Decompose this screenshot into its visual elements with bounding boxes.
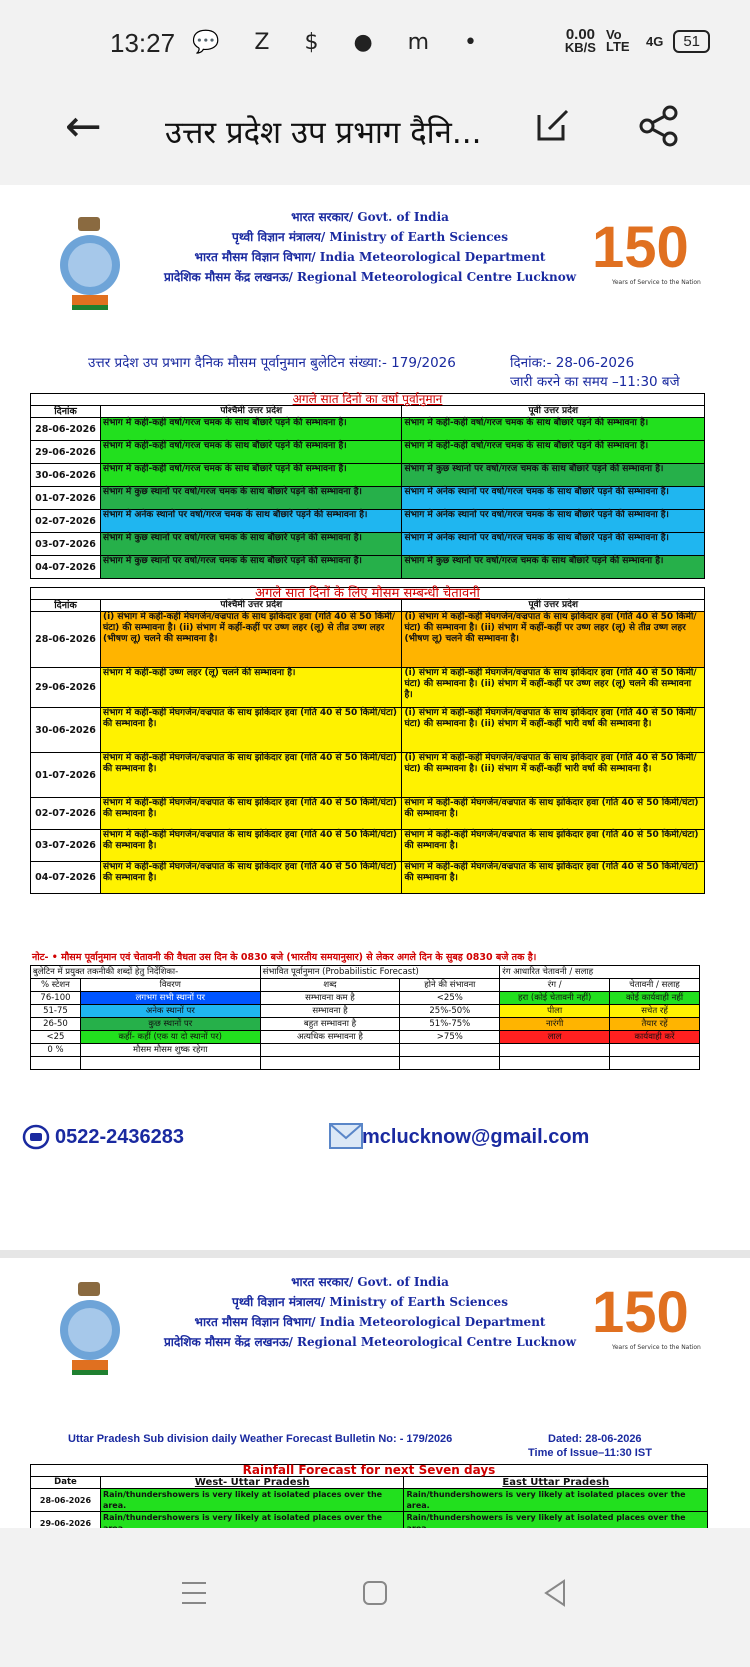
warning-east-cell: (i) संभाग में कहीं-कहीं मेघगर्जन/वज्रपात के साथ झोकेदार हवा (गति 40 से 50 किमी/घंटा) की सम्भावना है। (ii) संभाग में कहीं-कहीं पर उष्ण लहर (लू) से तीव्र उष्ण लहर (भीषण लू) चलने की सम्भावना है। <box>402 612 705 668</box>
legend-cell <box>31 1057 81 1070</box>
legend-row <box>31 1031 700 1044</box>
rain-row <box>31 418 705 441</box>
en-col-east: East Uttar Pradesh <box>404 1477 708 1489</box>
rain-west-cell: संभाग में कहीं-कहीं वर्षा/गरज चमक के साथ बौछारें पड़ने की सम्भावना है। <box>100 441 402 464</box>
legend-cell <box>80 1057 260 1070</box>
volte-icon: Vo LTE <box>605 27 630 54</box>
legend-cell: कुछ स्थानों पर <box>80 1018 260 1031</box>
warnings-caption: अगले सात दिनों के लिए मौसम सम्बन्धी चेतावनी <box>31 588 705 600</box>
legend-sub1: % स्टेशन <box>31 979 81 992</box>
header2-line-2: पृथ्वी विज्ञान मंत्रालय/ Ministry of Earth Sciences <box>232 1295 508 1309</box>
rain-row <box>31 487 705 510</box>
network-speed <box>565 28 596 54</box>
legend-cell: 26-50 <box>31 1018 81 1031</box>
rain-west-cell: संभाग में कहीं-कहीं वर्षा/गरज चमक के साथ बौछारें पड़ने की सम्भावना है। <box>100 418 402 441</box>
legend-cell: पीला <box>500 1005 610 1018</box>
legend-cell: हरा (कोई चेतावनी नहीं) <box>500 992 610 1005</box>
rain-west-cell: संभाग में कहीं-कहीं वर्षा/गरज चमक के साथ बौछारें पड़ने की सम्भावना है। <box>100 464 402 487</box>
header-line-4: प्रादेशिक मौसम केंद्र लखनऊ/ Regional Meteorological Centre Lucknow <box>163 270 577 284</box>
legend-cell <box>400 1044 500 1057</box>
warning-date-cell: 01-07-2026 <box>31 753 101 798</box>
legend-cell: <25% <box>400 992 500 1005</box>
rain-west-cell: संभाग में कुछ स्थानों पर वर्षा/गरज चमक के साथ बौछारें पड़ने की सम्भावना है। <box>100 533 402 556</box>
warning-date-cell: 02-07-2026 <box>31 798 101 830</box>
warnings-table <box>30 587 705 894</box>
warn-col-date-header: दिनांक <box>31 600 101 612</box>
legend-sub2: विवरण <box>80 979 260 992</box>
header2-line-3: भारत मौसम विज्ञान विभाग/ India Meteorological Department <box>194 1315 546 1329</box>
en-rain-row <box>31 1489 708 1512</box>
legend-cell: नारंगी <box>500 1018 610 1031</box>
rain-west-cell: संभाग में अनेक स्थानों पर वर्षा/गरज चमक के साथ बौछारें पड़ने की सम्भावना है। <box>100 510 402 533</box>
logo-150-number: 150 <box>592 215 689 280</box>
rain-date-cell: 03-07-2026 <box>31 533 101 556</box>
back-icon[interactable] <box>542 1578 568 1608</box>
email-icon <box>328 1120 364 1150</box>
warning-east-cell: (i) संभाग में कहीं-कहीं मेघगर्जन/वज्रपात के साथ झोकेदार हवा (गति 40 से 50 किमी/घंटा) की सम्भावना है। (ii) संभाग में कहीं-कहीं पर उष्ण लहर (लू) चलने की सम्भावना है। <box>402 668 705 708</box>
en-rain-date-cell: 29-06-2026 <box>31 1512 101 1535</box>
rain-east-cell: संभाग में कुछ स्थानों पर वर्षा/गरज चमक के साथ बौछारें पड़ने की सम्भावना है। <box>402 556 705 579</box>
rain-forecast-table <box>30 393 705 579</box>
legend-sub3: शब्द <box>260 979 400 992</box>
legend-table <box>30 965 700 1070</box>
legend-sub5: रंग / <box>500 979 610 992</box>
back-arrow-icon[interactable]: ← <box>65 101 102 152</box>
bulletin-issue-time: जारी करने का समय –11:30 बजे <box>510 374 680 390</box>
col-east-header: पूर्वी उत्तर प्रदेश <box>402 406 705 418</box>
rain-east-cell: संभाग में कहीं-कहीं वर्षा/गरज चमक के साथ बौछारें पड़ने की सम्भावना है। <box>402 418 705 441</box>
rain-east-cell: संभाग में कुछ स्थानों पर वर्षा/गरज चमक के साथ बौछारें पड़ने की सम्भावना है। <box>402 464 705 487</box>
edit-icon[interactable] <box>535 107 571 143</box>
legend-row <box>31 992 700 1005</box>
rain-row <box>31 441 705 464</box>
share-icon[interactable] <box>638 105 680 147</box>
legend-cell <box>400 1057 500 1070</box>
warn-col-east-header: पूर्वी उत्तर प्रदेश <box>402 600 705 612</box>
logo-150 <box>592 217 712 297</box>
rain-east-cell: संभाग में अनेक स्थानों पर वर्षा/गरज चमक के साथ बौछारें पड़ने की सम्भावना है। <box>402 533 705 556</box>
header-line-1: भारत सरकार/ Govt. of India <box>291 210 449 224</box>
legend-cell: 0 % <box>31 1044 81 1057</box>
rain-west-cell: संभाग में कुछ स्थानों पर वर्षा/गरज चमक के साथ बौछारें पड़ने की सम्भावना है। <box>100 556 402 579</box>
app-bar <box>0 75 750 185</box>
legend-cell: 25%-50% <box>400 1005 500 1018</box>
page-separator <box>0 1250 750 1258</box>
legend-sub6: चेतावनी / सलाह <box>610 979 700 992</box>
rain-row <box>31 464 705 487</box>
header-text <box>140 207 600 287</box>
rain-row <box>31 556 705 579</box>
legend-cell: तैयार रहें <box>610 1018 700 1031</box>
en-bulletin-date: Dated: 28-06-2026 <box>548 1433 642 1445</box>
header2-text <box>140 1272 600 1352</box>
home-icon[interactable] <box>362 1580 388 1606</box>
legend-cell: सम्भावना है <box>260 1005 400 1018</box>
legend-row <box>31 1044 700 1057</box>
warning-row <box>31 753 705 798</box>
legend-cell: मौसम मौसम शुष्क रहेगा <box>80 1044 260 1057</box>
legend-cell: लगभग सभी स्थानों पर <box>80 992 260 1005</box>
rain-date-cell: 30-06-2026 <box>31 464 101 487</box>
clock: 13:27 <box>110 28 176 58</box>
header2-line-1: भारत सरकार/ Govt. of India <box>291 1275 449 1289</box>
warning-row <box>31 862 705 894</box>
recents-icon[interactable] <box>180 1580 208 1606</box>
legend-cell <box>610 1044 700 1057</box>
header-line-2: पृथ्वी विज्ञान मंत्रालय/ Ministry of Earth Sciences <box>232 230 508 244</box>
legend-cell <box>260 1044 400 1057</box>
rain-east-cell: संभाग में अनेक स्थानों पर वर्षा/गरज चमक के साथ बौछारें पड़ने की सम्भावना है। <box>402 487 705 510</box>
legend-cell: लाल <box>500 1031 610 1044</box>
rain-date-cell: 02-07-2026 <box>31 510 101 533</box>
warning-west-cell: संभाग में कहीं-कहीं मेघगर्जन/वज्रपात के साथ झोकेदार हवा (गति 40 से 50 किमी/घंटा) की सम्भावना है। <box>100 708 402 753</box>
warning-west-cell: (i) संभाग में कहीं-कहीं मेघगर्जन/वज्रपात के साथ झोकेदार हवा (गति 40 से 50 किमी/घंटा) की सम्भावना है। (ii) संभाग में कहीं-कहीं पर उष्ण लहर (लू) से तीव्र उष्ण लहर (भीषण लू) चलने की सम्भावना है। <box>100 612 402 668</box>
legend-cell <box>500 1044 610 1057</box>
rain-west-cell: संभाग में कुछ स्थानों पर वर्षा/गरज चमक के साथ बौछारें पड़ने की सम्भावना है। <box>100 487 402 510</box>
en-bulletin-number: Uttar Pradesh Sub division daily Weather Forecast Bulletin No: - 179/2026 <box>68 1433 453 1445</box>
legend-cell: >75% <box>400 1031 500 1044</box>
warning-row <box>31 798 705 830</box>
warning-date-cell: 03-07-2026 <box>31 830 101 862</box>
legend-h1: बुलेटिन में प्रयुक्त तकनीकी शब्दों हेतु निर्देशिका- <box>31 966 261 979</box>
col-date-header: दिनांक <box>31 406 101 418</box>
legend-cell: सम्भावना कम है <box>260 992 400 1005</box>
legend-cell <box>500 1057 610 1070</box>
logo-150-tagline: Years of Service to the Nation <box>612 279 701 286</box>
warn-col-west-header: पश्चिमी उत्तर प्रदेश <box>100 600 402 612</box>
document-page-1 <box>0 185 750 1250</box>
warning-west-cell: संभाग में कहीं-कहीं मेघगर्जन/वज्रपात के साथ झोकेदार हवा (गति 40 से 50 किमी/घंटा) की सम्भावना है। <box>100 862 402 894</box>
contact-row <box>0 1120 750 1160</box>
rain-row <box>31 533 705 556</box>
logo-150-number-page2: 150 <box>592 1280 689 1345</box>
warning-east-cell: संभाग में कहीं-कहीं मेघगर्जन/वज्रपात के साथ झोकेदार हवा (गति 40 से 50 किमी/घंटा) की सम्भावना है। <box>402 830 705 862</box>
header-line-3: भारत मौसम विज्ञान विभाग/ India Meteorological Department <box>194 250 546 264</box>
header2-line-4: प्रादेशिक मौसम केंद्र लखनऊ/ Regional Meteorological Centre Lucknow <box>163 1335 577 1349</box>
warning-date-cell: 30-06-2026 <box>31 708 101 753</box>
phone-icon <box>22 1124 50 1150</box>
col-west-header: पश्चिमी उत्तर प्रदेश <box>100 406 402 418</box>
en-col-date: Date <box>31 1477 101 1489</box>
en-rain-west-cell: Rain/thundershowers is very likely at isolated places over the <box>100 1512 404 1535</box>
legend-row <box>31 1018 700 1031</box>
legend-cell: कहीं- कहीं (एक या दो स्थानों पर) <box>80 1031 260 1044</box>
warning-row <box>31 612 705 668</box>
status-bar <box>0 0 750 75</box>
warning-west-cell: संभाग में कहीं-कहीं उष्ण लहर (लू) चलने की सम्भावना है। <box>100 668 402 708</box>
warning-date-cell: 28-06-2026 <box>31 612 101 668</box>
battery-icon: 51 <box>673 30 710 53</box>
en-rain-east-cell: Rain/thundershowers is very likely at isolated places over the <box>404 1512 708 1535</box>
rain-row <box>31 510 705 533</box>
network-speed-unit: KB/S <box>564 40 596 55</box>
logo-150-tagline-page2: Years of Service to the Nation <box>612 1344 701 1351</box>
legend-cell: <25 <box>31 1031 81 1044</box>
warning-west-cell: संभाग में कहीं-कहीं मेघगर्जन/वज्रपात के साथ झोकेदार हवा (गति 40 से 50 किमी/घंटा) की सम्भावना है। <box>100 753 402 798</box>
network-speed-value: 0.00 <box>565 26 596 43</box>
legend-row <box>31 1005 700 1018</box>
en-rain-date-cell: 28-06-2026 <box>31 1489 101 1512</box>
legend-cell: कार्यवाही करें <box>610 1031 700 1044</box>
warning-row <box>31 708 705 753</box>
bulletin-number: उत्तर प्रदेश उप प्रभाग दैनिक मौसम पूर्वानुमान बुलेटिन संख्या:- 179/2026 <box>88 355 456 371</box>
warning-east-cell: (i) संभाग में कहीं-कहीं मेघगर्जन/वज्रपात के साथ झोकेदार हवा (गति 40 से 50 किमी/घंटा) की सम्भावना है। (ii) संभाग में कहीं-कहीं भारी वर्षा की सम्भावना है। <box>402 753 705 798</box>
legend-cell: सचेत रहें <box>610 1005 700 1018</box>
en-issue-time: Time of Issue–11:30 IST <box>528 1447 652 1459</box>
rain-date-cell: 04-07-2026 <box>31 556 101 579</box>
doc2-header <box>40 1272 720 1372</box>
rain-date-cell: 29-06-2026 <box>31 441 101 464</box>
notification-icons: 💬 Z $ ● m • <box>192 30 492 55</box>
warning-east-cell: संभाग में कहीं-कहीं मेघगर्जन/वज्रपात के साथ झोकेदार हवा (गति 40 से 50 किमी/घंटा) की सम्भावना है। <box>402 862 705 894</box>
legend-cell: 76-100 <box>31 992 81 1005</box>
bulletin-date: दिनांक:- 28-06-2026 <box>510 355 635 371</box>
warning-row <box>31 830 705 862</box>
phone-number[interactable]: 0522-2436283 <box>55 1126 185 1148</box>
legend-sub4: होने की संभावना <box>400 979 500 992</box>
warning-date-cell: 04-07-2026 <box>31 862 101 894</box>
legend-h2: संभावित पूर्वानुमान (Probabilistic Forecast) <box>260 966 500 979</box>
legend-cell <box>260 1057 400 1070</box>
email-address[interactable]: mclucknow@gmail.com <box>362 1126 590 1148</box>
legend-cell: अत्यधिक सम्भावना है <box>260 1031 400 1044</box>
legend-cell: अनेक स्थानों पर <box>80 1005 260 1018</box>
logo-150-page2 <box>592 1282 712 1362</box>
document-title: उत्तर प्रदेश उप प्रभाग दैनि... <box>165 115 482 151</box>
document-page-2 <box>0 1258 750 1528</box>
system-nav-bar <box>0 1528 750 1667</box>
legend-h3: रंग आधारित चेतावनी / सलाह <box>500 966 700 979</box>
signal-icon: 4G <box>645 33 664 49</box>
doc-header <box>40 207 720 307</box>
emblem-icon <box>50 1280 130 1375</box>
warning-row <box>31 668 705 708</box>
rain-date-cell: 28-06-2026 <box>31 418 101 441</box>
legend-row-empty <box>31 1057 700 1070</box>
en-rain-west-cell: Rain/thundershowers is very likely at isolated places over the area. <box>100 1489 404 1512</box>
validity-note: नोट- • मौसम पूर्वानुमान एवं चेतावनी की वैधता उस दिन के 0830 बजे (भारतीय समयानुसार) से लेकर अगले दिन के सुबह 0830 बजे तक है। <box>32 952 537 963</box>
legend-cell: कोई कार्यवाही नहीं <box>610 992 700 1005</box>
rain-date-cell: 01-07-2026 <box>31 487 101 510</box>
en-rain-caption: Rainfall Forecast for next Seven days <box>31 1465 708 1477</box>
legend-cell: बहुत सम्भावना है <box>260 1018 400 1031</box>
warning-west-cell: संभाग में कहीं-कहीं मेघगर्जन/वज्रपात के साथ झोकेदार हवा (गति 40 से 50 किमी/घंटा) की सम्भावना है। <box>100 830 402 862</box>
legend-cell: 51-75 <box>31 1005 81 1018</box>
emblem-icon <box>50 215 130 310</box>
warning-east-cell: (i) संभाग में कहीं-कहीं मेघगर्जन/वज्रपात के साथ झोकेदार हवा (गति 40 से 50 किमी/घंटा) की सम्भावना है। (ii) संभाग में कहीं-कहीं भारी वर्षा की सम्भावना है। <box>402 708 705 753</box>
legend-cell <box>610 1057 700 1070</box>
warning-east-cell: संभाग में कहीं-कहीं मेघगर्जन/वज्रपात के साथ झोकेदार हवा (गति 40 से 50 किमी/घंटा) की सम्भावना है। <box>402 798 705 830</box>
rain-forecast-caption: अगले सात दिनों का वर्षा पूर्वानुमान <box>31 394 705 406</box>
en-rain-east-cell: Rain/thundershowers is very likely at isolated places over the area. <box>404 1489 708 1512</box>
warning-west-cell: संभाग में कहीं-कहीं मेघगर्जन/वज्रपात के साथ झोकेदार हवा (गति 40 से 50 किमी/घंटा) की सम्भावना है। <box>100 798 402 830</box>
en-col-west: West- Uttar Pradesh <box>100 1477 404 1489</box>
rain-east-cell: संभाग में कहीं-कहीं वर्षा/गरज चमक के साथ बौछारें पड़ने की सम्भावना है। <box>402 441 705 464</box>
rain-east-cell: संभाग में अनेक स्थानों पर वर्षा/गरज चमक के साथ बौछारें पड़ने की सम्भावना है। <box>402 510 705 533</box>
status-right <box>565 28 710 54</box>
warning-date-cell: 29-06-2026 <box>31 668 101 708</box>
legend-cell: 51%-75% <box>400 1018 500 1031</box>
